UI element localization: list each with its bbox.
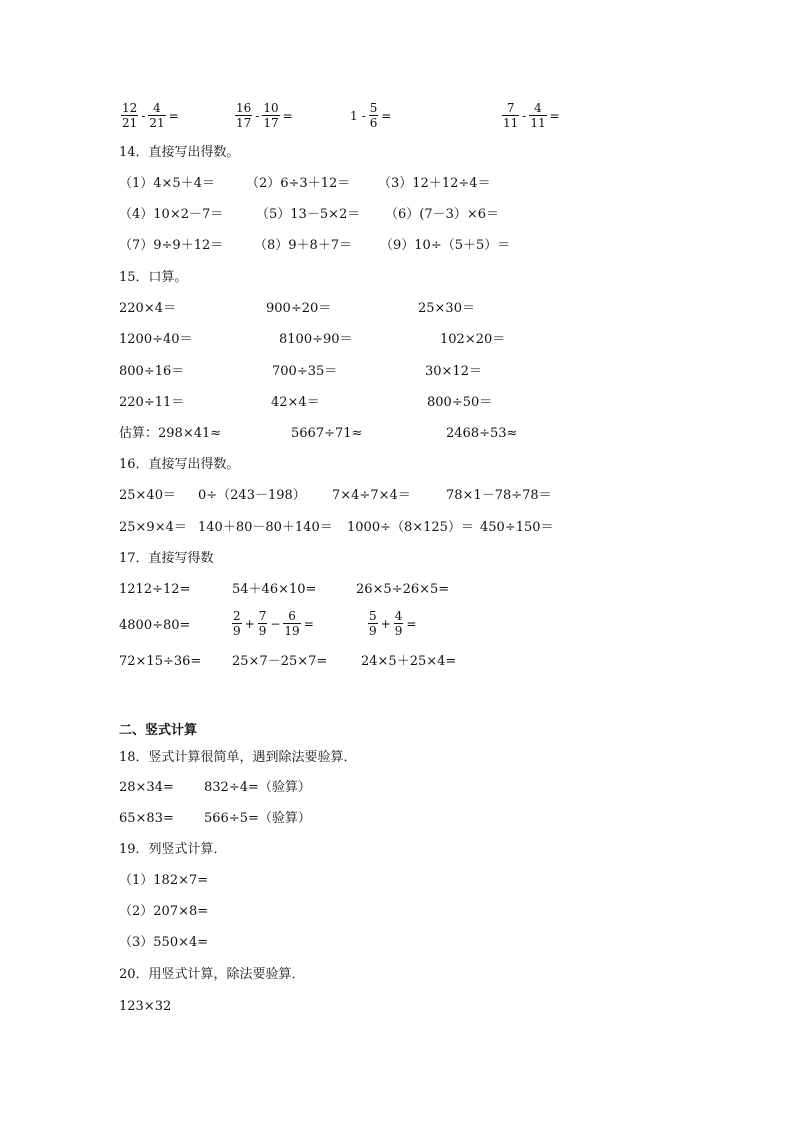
q17-fraction-expression-1: $\frac{2}{9}$ + $\frac{7}{9}$ − $\frac{6}{19}$ = <box>233 609 314 638</box>
q17-item: 4800÷80= <box>119 618 191 633</box>
q18-item: 28×34= <box>119 780 174 795</box>
q14-item: （1）4×5＋4＝ <box>119 176 215 191</box>
q16-item: 450÷150＝ <box>480 520 554 535</box>
q16-item: 78×1－78÷78＝ <box>446 488 552 503</box>
q18-item: 65×83= <box>119 811 174 826</box>
q14-item: （7）9÷9＋12＝ <box>119 238 224 253</box>
q17-fraction-expression-2: $\frac{5}{9}$ + $\frac{4}{9}$ = <box>369 609 417 638</box>
question-18-title: 18．竖式计算很简单，遇到除法要验算． <box>119 750 357 765</box>
question-14-title: 14．直接写出得数。 <box>119 145 240 160</box>
q15-estimate: 5667÷71≈ <box>291 426 363 441</box>
q17-item: 26×5÷26×5= <box>356 582 450 597</box>
q15-item: 30×12＝ <box>425 364 482 379</box>
q19-item: （2）207×8= <box>119 904 209 919</box>
fraction: $\frac{4}{11}$ <box>530 101 546 130</box>
fraction-expression-1: $\frac{12}{21}$ - $\frac{4}{21}$ = <box>122 101 179 130</box>
q19-item: （3）550×4= <box>119 935 209 950</box>
fraction: $\frac{16}{17}$ <box>236 101 252 130</box>
fraction-expression-4: $\frac{7}{11}$ - $\frac{4}{11}$ = <box>503 101 560 130</box>
question-16-title: 16．直接写出得数。 <box>119 457 240 472</box>
q16-item: 0÷（243－198） <box>198 488 306 503</box>
q20-item: 123×32 <box>119 999 172 1014</box>
q15-estimate: 2468÷53≈ <box>446 426 518 441</box>
q17-item: 72×15÷36= <box>119 654 202 669</box>
question-17-title: 17．直接写得数 <box>119 551 214 566</box>
question-15-title: 15．口算。 <box>119 270 188 285</box>
q16-item: 1000÷（8×125）＝ <box>347 520 474 535</box>
q16-item: 25×9×4＝ <box>119 520 187 535</box>
q14-item: （2）6÷3＋12＝ <box>246 176 351 191</box>
fraction: $\frac{2}{9}$ <box>233 609 241 638</box>
q16-item: 7×4÷7×4＝ <box>332 488 411 503</box>
q15-item: 1200÷40＝ <box>119 332 193 347</box>
q15-item: 700÷35＝ <box>272 364 338 379</box>
fraction: $\frac{7}{9}$ <box>258 609 267 638</box>
q15-item: 220×4＝ <box>119 301 176 316</box>
q18-item: 566÷5=（验算） <box>204 811 311 826</box>
q14-item: （3）12＋12÷4＝ <box>378 176 491 191</box>
fraction: $\frac{4}{21}$ <box>149 101 165 130</box>
q16-item: 140＋80－80＋140＝ <box>198 520 333 535</box>
fraction: $\frac{6}{19}$ <box>284 609 300 638</box>
section-2-title: 二、竖式计算 <box>119 723 198 738</box>
q17-item: 54＋46×10= <box>232 582 317 597</box>
q15-item: 8100÷90＝ <box>279 332 353 347</box>
q15-estimate: 估算：298×41≈ <box>119 426 222 441</box>
q17-item: 1212÷12= <box>119 582 191 597</box>
question-20-title: 20．用竖式计算，除法要验算． <box>119 967 305 982</box>
q14-item: （5）13－5×2＝ <box>256 207 361 222</box>
fraction: $\frac{10}{17}$ <box>263 101 279 130</box>
fraction: $\frac{5}{9}$ <box>369 609 377 638</box>
q16-item: 25×40＝ <box>119 488 176 503</box>
q14-item: （4）10×2－7＝ <box>119 207 224 222</box>
q15-item: 25×30＝ <box>418 301 475 316</box>
q15-item: 42×4＝ <box>271 395 320 410</box>
q15-item: 220÷11＝ <box>119 395 185 410</box>
fraction: $\frac{7}{11}$ <box>503 101 519 130</box>
q14-item: （6）(7－3）×6＝ <box>385 207 500 222</box>
q15-item: 102×20＝ <box>440 332 506 347</box>
fraction: $\frac{5}{6}$ <box>369 101 378 130</box>
q15-item: 800÷16＝ <box>119 364 185 379</box>
fraction-expression-3: 1 - $\frac{5}{6}$ = <box>350 101 392 130</box>
fraction: $\frac{4}{9}$ <box>394 609 403 638</box>
q19-item: （1）182×7= <box>119 873 209 888</box>
q15-item: 800÷50＝ <box>427 395 493 410</box>
q14-item: （8）9＋8＋7＝ <box>254 238 353 253</box>
q17-item: 24×5＋25×4= <box>361 654 457 669</box>
fraction-expression-2: $\frac{16}{17}$ - $\frac{10}{17}$ = <box>236 101 293 130</box>
q18-item: 832÷4=（验算） <box>204 780 311 795</box>
q17-item: 25×7－25×7= <box>232 654 328 669</box>
q14-item: （9）10÷（5＋5）＝ <box>380 238 511 253</box>
q15-item: 900÷20＝ <box>266 301 332 316</box>
question-19-title: 19．列竖式计算． <box>119 842 227 857</box>
fraction: $\frac{12}{21}$ <box>122 101 138 130</box>
